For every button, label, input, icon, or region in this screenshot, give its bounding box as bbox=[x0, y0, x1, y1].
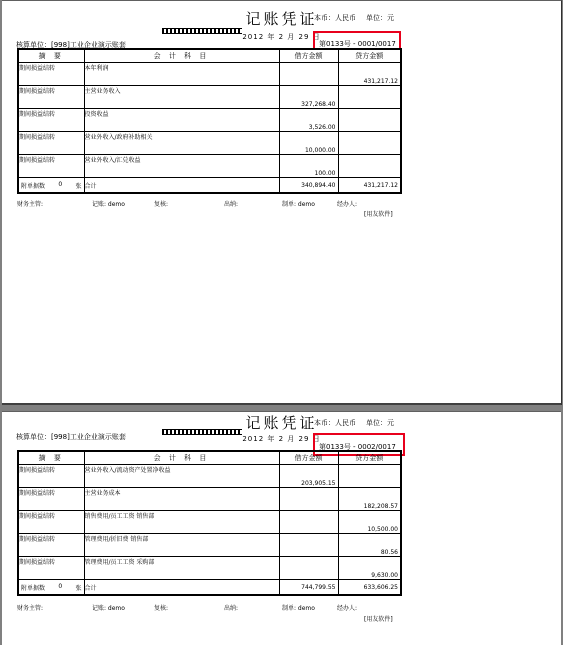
summary-cell: 期间损益结转 bbox=[18, 465, 84, 488]
debit-cell bbox=[279, 557, 338, 580]
supervisor-label: 财务主管: bbox=[17, 201, 44, 208]
software-label: [用友软件] bbox=[364, 616, 393, 623]
voucher-page-2 bbox=[2, 411, 561, 645]
reviewer-label: 复核: bbox=[154, 605, 169, 612]
col-credit: 贷方金额 bbox=[338, 49, 401, 63]
summary-cell: 期间损益结转 bbox=[18, 534, 84, 557]
cashier-label: 出纳: bbox=[224, 605, 239, 612]
col-summary: 摘 要 bbox=[18, 451, 84, 465]
reviewer-label: 复核: bbox=[154, 201, 169, 208]
account-cell: 销售费用/员工工资 销售部 bbox=[84, 511, 279, 534]
org-label: 核算单位：[998]工业企业演示账套 bbox=[16, 433, 126, 441]
col-credit: 贷方金额 bbox=[338, 451, 401, 465]
total-row bbox=[18, 580, 401, 596]
credit-cell bbox=[338, 155, 401, 178]
unit-label: 单位：元 bbox=[366, 419, 394, 427]
voucher-title: 记账凭证 bbox=[245, 414, 318, 432]
account-cell: 营业外收入/政府补助相关 bbox=[84, 132, 279, 155]
signature-line bbox=[17, 199, 407, 209]
credit-cell: 182,208.57 bbox=[338, 488, 401, 511]
unit-label: 单位：元 bbox=[366, 14, 394, 22]
credit-cell bbox=[338, 109, 401, 132]
account-cell: 主营业务收入 bbox=[84, 86, 279, 109]
voucher-title: 记账凭证 bbox=[245, 10, 318, 28]
total-credit: 633,606.25 bbox=[338, 580, 401, 596]
table-row bbox=[18, 511, 401, 534]
col-account: 会 计 科 目 bbox=[84, 49, 279, 63]
summary-cell: 期间损益结转 bbox=[18, 488, 84, 511]
voucher-date: 2012 年 2 月 29 日 bbox=[242, 33, 321, 41]
voucher-page-1 bbox=[2, 0, 562, 405]
debit-cell: 10,000.00 bbox=[279, 132, 338, 155]
summary-cell: 期间损益结转 bbox=[18, 132, 84, 155]
debit-cell: 3,526.00 bbox=[279, 109, 338, 132]
attachment-label: 附单据数 bbox=[21, 182, 46, 190]
account-cell: 本年利润 bbox=[84, 63, 279, 86]
table-row bbox=[18, 488, 401, 511]
account-cell: 营业外收入/汇兑收益 bbox=[84, 155, 279, 178]
org-label: 核算单位：[998]工业企业演示账套 bbox=[16, 41, 126, 49]
total-label: 合计 bbox=[84, 580, 279, 596]
cashier-label: 出纳: bbox=[224, 201, 239, 208]
summary-cell: 期间损益结转 bbox=[18, 63, 84, 86]
col-account: 会 计 科 目 bbox=[84, 451, 279, 465]
handler-label: 经办人: bbox=[337, 201, 358, 208]
credit-cell: 9,630.00 bbox=[338, 557, 401, 580]
voucher-table bbox=[17, 48, 402, 194]
bookkeeper-label: 记账: demo bbox=[92, 201, 125, 208]
voucher-table bbox=[17, 450, 402, 596]
debit-cell: 100.00 bbox=[279, 155, 338, 178]
currency-label: 本币：人民币 bbox=[314, 14, 356, 22]
summary-cell: 期间损益结转 bbox=[18, 155, 84, 178]
voucher-number: 第0133号 - 0001/0017 bbox=[319, 40, 396, 48]
handler-label: 经办人: bbox=[337, 605, 358, 612]
debit-cell bbox=[279, 488, 338, 511]
debit-cell: 203,905.15 bbox=[279, 465, 338, 488]
table-row bbox=[18, 557, 401, 580]
table-row bbox=[18, 465, 401, 488]
voucher-number: 第0133号 - 0002/0017 bbox=[319, 443, 396, 451]
table-row bbox=[18, 109, 401, 132]
debit-cell bbox=[279, 534, 338, 557]
summary-cell: 期间损益结转 bbox=[18, 511, 84, 534]
attachment-count: 0 bbox=[58, 582, 63, 590]
total-row bbox=[18, 178, 401, 194]
credit-cell bbox=[338, 132, 401, 155]
summary-cell: 期间损益结转 bbox=[18, 557, 84, 580]
attachment-cell bbox=[18, 580, 84, 596]
supervisor-label: 财务主管: bbox=[17, 605, 44, 612]
maker-label: 制单: demo bbox=[282, 605, 315, 612]
col-debit: 借方金额 bbox=[279, 49, 338, 63]
table-row bbox=[18, 132, 401, 155]
total-credit: 431,217.12 bbox=[338, 178, 401, 194]
credit-cell bbox=[338, 86, 401, 109]
attachment-cell bbox=[18, 178, 84, 194]
table-row bbox=[18, 86, 401, 109]
col-debit: 借方金额 bbox=[279, 451, 338, 465]
account-cell: 主营业务成本 bbox=[84, 488, 279, 511]
total-debit: 744,799.55 bbox=[279, 580, 338, 596]
attachment-count: 0 bbox=[58, 180, 63, 188]
summary-cell: 期间损益结转 bbox=[18, 86, 84, 109]
debit-cell bbox=[279, 63, 338, 86]
maker-label: 制单: demo bbox=[282, 201, 315, 208]
total-debit: 340,894.40 bbox=[279, 178, 338, 194]
account-cell: 投资收益 bbox=[84, 109, 279, 132]
col-summary: 摘 要 bbox=[18, 49, 84, 63]
bookkeeper-label: 记账: demo bbox=[92, 605, 125, 612]
signature-line bbox=[17, 603, 407, 613]
debit-cell: 327,268.40 bbox=[279, 86, 338, 109]
software-label: [用友软件] bbox=[364, 211, 393, 218]
credit-cell bbox=[338, 465, 401, 488]
credit-cell: 431,217.12 bbox=[338, 63, 401, 86]
voucher-date: 2012 年 2 月 29 日 bbox=[242, 435, 321, 443]
summary-cell: 期间损益结转 bbox=[18, 109, 84, 132]
currency-label: 本币：人民币 bbox=[314, 419, 356, 427]
table-row bbox=[18, 534, 401, 557]
attachment-label: 附单据数 bbox=[21, 584, 46, 592]
total-label: 合计 bbox=[84, 178, 279, 194]
credit-cell: 80.56 bbox=[338, 534, 401, 557]
table-row bbox=[18, 63, 401, 86]
attachment-unit: 张 bbox=[75, 182, 82, 190]
account-cell: 管理费用/折旧费 销售部 bbox=[84, 534, 279, 557]
account-cell: 管理费用/员工工资 采购部 bbox=[84, 557, 279, 580]
attachment-unit: 张 bbox=[75, 584, 82, 592]
account-cell: 营业外收入/流动资产处置净收益 bbox=[84, 465, 279, 488]
credit-cell: 10,500.00 bbox=[338, 511, 401, 534]
table-row bbox=[18, 155, 401, 178]
debit-cell bbox=[279, 511, 338, 534]
